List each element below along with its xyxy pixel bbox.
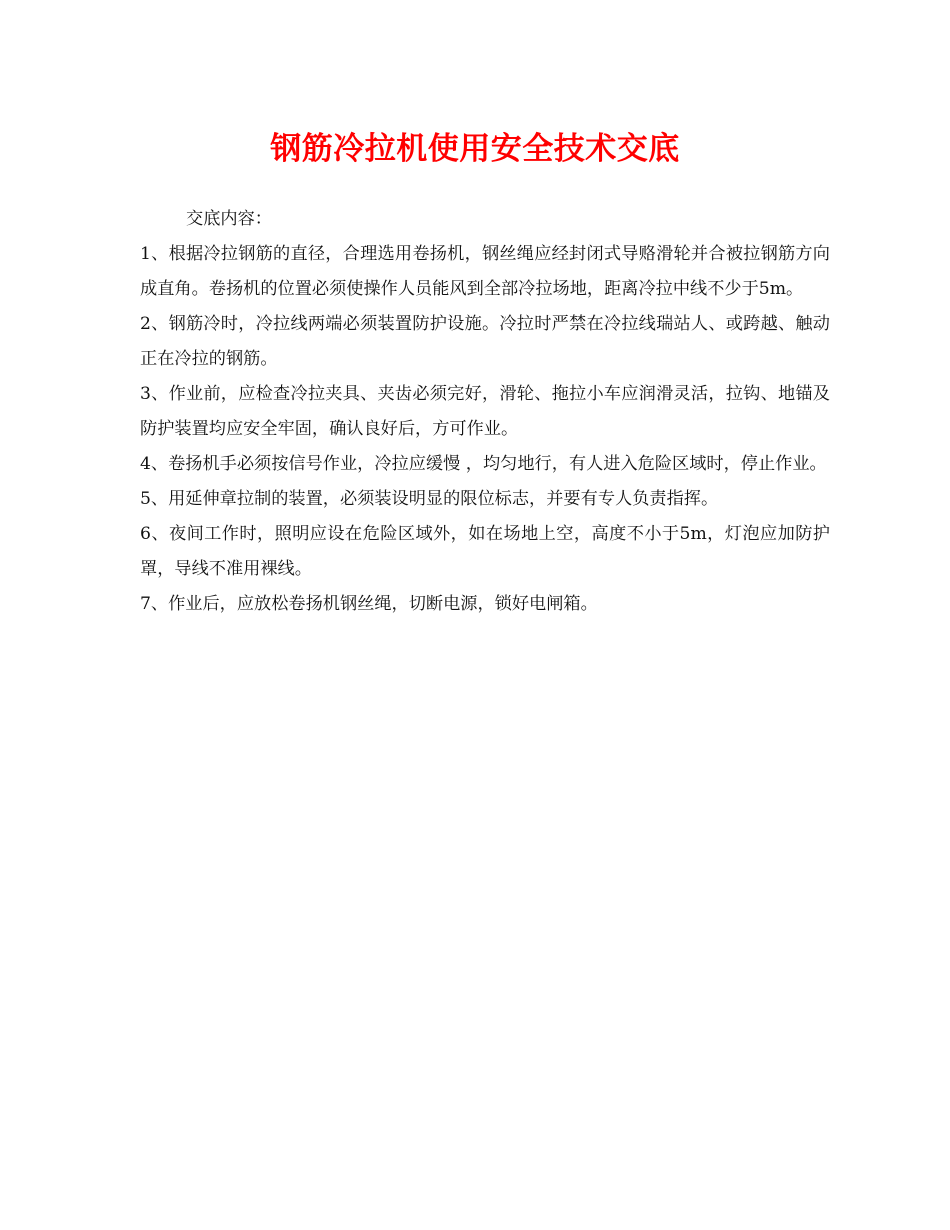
list-item: 3、作业前，应检查冷拉夹具、夹齿必须完好，滑轮、拖拉小车应润滑灵活，拉钩、地锚及防护装置均应安全牢固，确认良好后，方可作业。: [140, 384, 830, 439]
list-item: 2、钢筋冷时，冷拉线两端必须装置防护设施。冷拉时严禁在冷拉线瑞站人、或跨越、触动正在冷拉的钢筋。: [140, 314, 830, 369]
intro-label: 交底内容：: [186, 209, 272, 229]
list-item: 5、用延伸章拉制的装置，必须装设明显的限位标志，并要有专人负责指挥。: [140, 489, 719, 509]
list-item: 1、根据冷拉钢筋的直径，合理选用卷扬机，钢丝绳应经封闭式导赂滑轮并合被拉钢筋方向成直角。卷扬机的位置必须使操作人员能风到全部冷拉场地，距离冷拉中线不少于5m。: [140, 244, 830, 299]
list-item: 7、作业后，应放松卷扬机钢丝绳，切断电源，锁好电闸箱。: [140, 594, 598, 614]
list-item: 6、夜间工作时，照明应设在危险区域外，如在场地上空，高度不小于5m，灯泡应加防护罩，导线不准用裸线。: [140, 524, 830, 579]
list-item: 4、卷扬机手必须按信号作业，冷拉应缓慢 ，均匀地行，有人进入危险区域时，停止作业。: [140, 454, 827, 474]
document-title: 钢筋冷拉机使用安全技术交底: [270, 131, 680, 167]
document-body: [140, 202, 830, 622]
